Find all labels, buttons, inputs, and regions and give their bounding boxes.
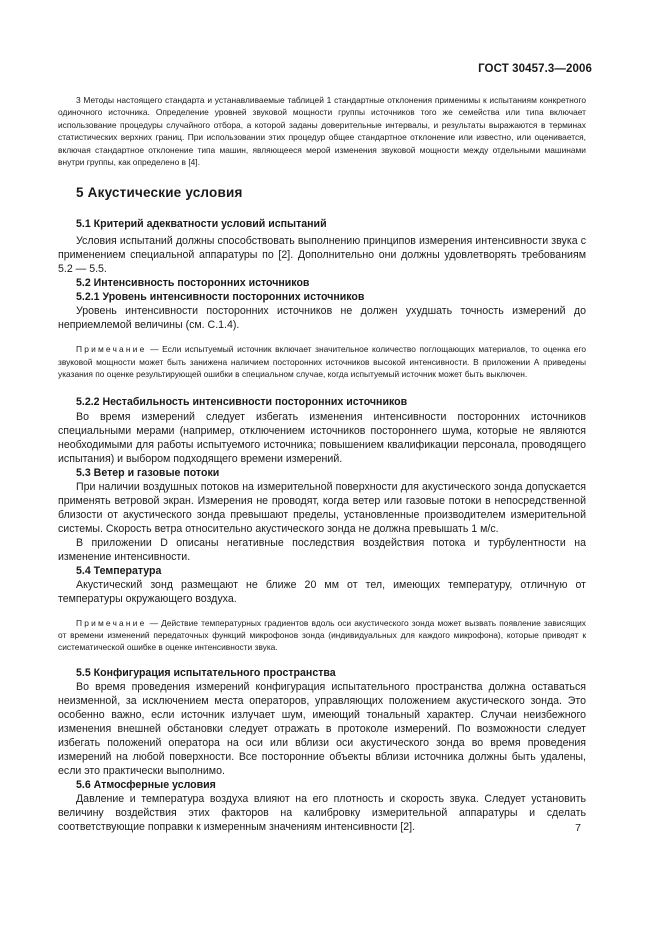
intro-paragraph: 3 Методы настоящего стандарта и устанавливаемые таблицей 1 стандартные отклонения применимы к испытаниям конкретного одиночного источника. Определение уровней звуковой мощности группы источников того же семейства или типа включает использование процедуры случайного отбора, а которой заданы доверительные интервалы, и результаты выражаются в терминах статистических верхних границ. При использовании этих процедур общее стандартное отклонение или известно, или оценивается, включая стандартное отклонение типа машин, являющееся мерой изменения звуковой мощности между отдельными машинами внутри группы, как определено в [4]. [58,95,586,168]
page-number: 7 [575,822,581,834]
section-5-2-title: 5.2 Интенсивность посторонних источников [76,277,310,290]
note-label: Примечание [76,344,147,355]
section-5-4-text: Акустический зонд размещают не ближе 20 мм от тел, имеющих температуру, отличную от температуры окружающего воздуха. [58,578,586,605]
section-5-5-title: 5.5 Конфигурация испытательного пространства [76,666,336,679]
section-5-3-text-2: В приложении D описаны негативные последствия воздействия потока и турбулентности на изменение интенсивности. [58,536,586,563]
section-5-2-1-title: 5.2.1 Уровень интенсивности посторонних источников [76,291,365,304]
section-5-1-text: Условия испытаний должны способствовать выполнению принципов измерения интенсивности звука с применением специальной аппаратуры по [2]. Дополнительно они должны удовлетворять требованиям 5.2 — 5.5. [58,235,586,276]
section-5-title: 5 Акустические условия [76,185,243,201]
document-id-header: ГОСТ 30457.3—2006 [478,63,592,75]
section-5-2-2-title: 5.2.2 Нестабильность интенсивности посторонних источников [76,395,408,408]
note-text: — Действие температурных градиентов вдоль оси акустического зонда может вызвать появление зависящих от времени изменений передаточных функций микрофонов зонда (индивидуальных для каждого микрофона), которые приводят к систематической ошибке в оценке интенсивности звука. [58,617,586,653]
section-5-4-title: 5.4 Температура [76,564,162,577]
section-5-2-2-text: Во время измерений следует избегать изменения интенсивности посторонних источников специальными мерами (например, отключением источников постороннего шума, которые не являются необходимыми для работы испытуемого источника; повышением квалификации персонала, проводящего испытания) и выбором подходящего времени измерений. [58,410,586,465]
section-5-6-title: 5.6 Атмосферные условия [76,778,216,791]
section-5-6-text: Давление и температура воздуха влияют на его плотность и скорость звука. Следует установить величину воздействия этих факторов на калибровку измерительной аппаратуры и сделать соответствующие поправки к измеренным значениям интенсивности [2]. [58,792,586,833]
note-label: Примечание [76,617,147,628]
note-5-2-1 [58,343,586,380]
page-content [58,94,586,834]
note-5-4 [58,617,586,654]
section-5-5-text: Во время проведения измерений конфигурация испытательного пространства должна оставаться неизменной, за исключением места операторов, управляющих положением акустического зонда. Это особенно важно, если источник излучает шум, имеющий тональный характер. Случаи неизбежного изменения внешней обстановки следует отражать в протоколе измерений. По возможности следует избегать положений оператора на оси или вблизи оси акустического зонда во время проведения измерений на любой поверхности. Все посторонние объекты вблизи источника должны быть удалены, если это практически выполнимо. [58,680,586,777]
section-5-3-text-1: При наличии воздушных потоков на измерительной поверхности для акустического зонда допускается применять ветровой экран. Измерения не проводят, когда ветер или газовые потоки в непосредственной близости от акустического зонда превышают пределы, установленные производителем измерительной системы. Скорость ветра относительно акустического зонда не должна превышать 1 м/с. [58,480,586,535]
section-5-3-title: 5.3 Ветер и газовые потоки [76,466,220,479]
section-5-2-1-text: Уровень интенсивности посторонних источников не должен ухудшать точность измерений до неприемлемой величины (см. С.1.4). [58,305,586,332]
note-text: — Если испытуемый источник включает значительное количество поглощающих материалов, то оценка его звуковой мощности может быть занижена наличием посторонних источников высокой интенсивности. В приложении А приведены указания по оценке результирующей ошибки в специальном случае, когда испытуемый источник может быть выключен. [58,344,586,380]
section-5-1-title: 5.1 Критерий адекватности условий испытаний [76,218,327,231]
